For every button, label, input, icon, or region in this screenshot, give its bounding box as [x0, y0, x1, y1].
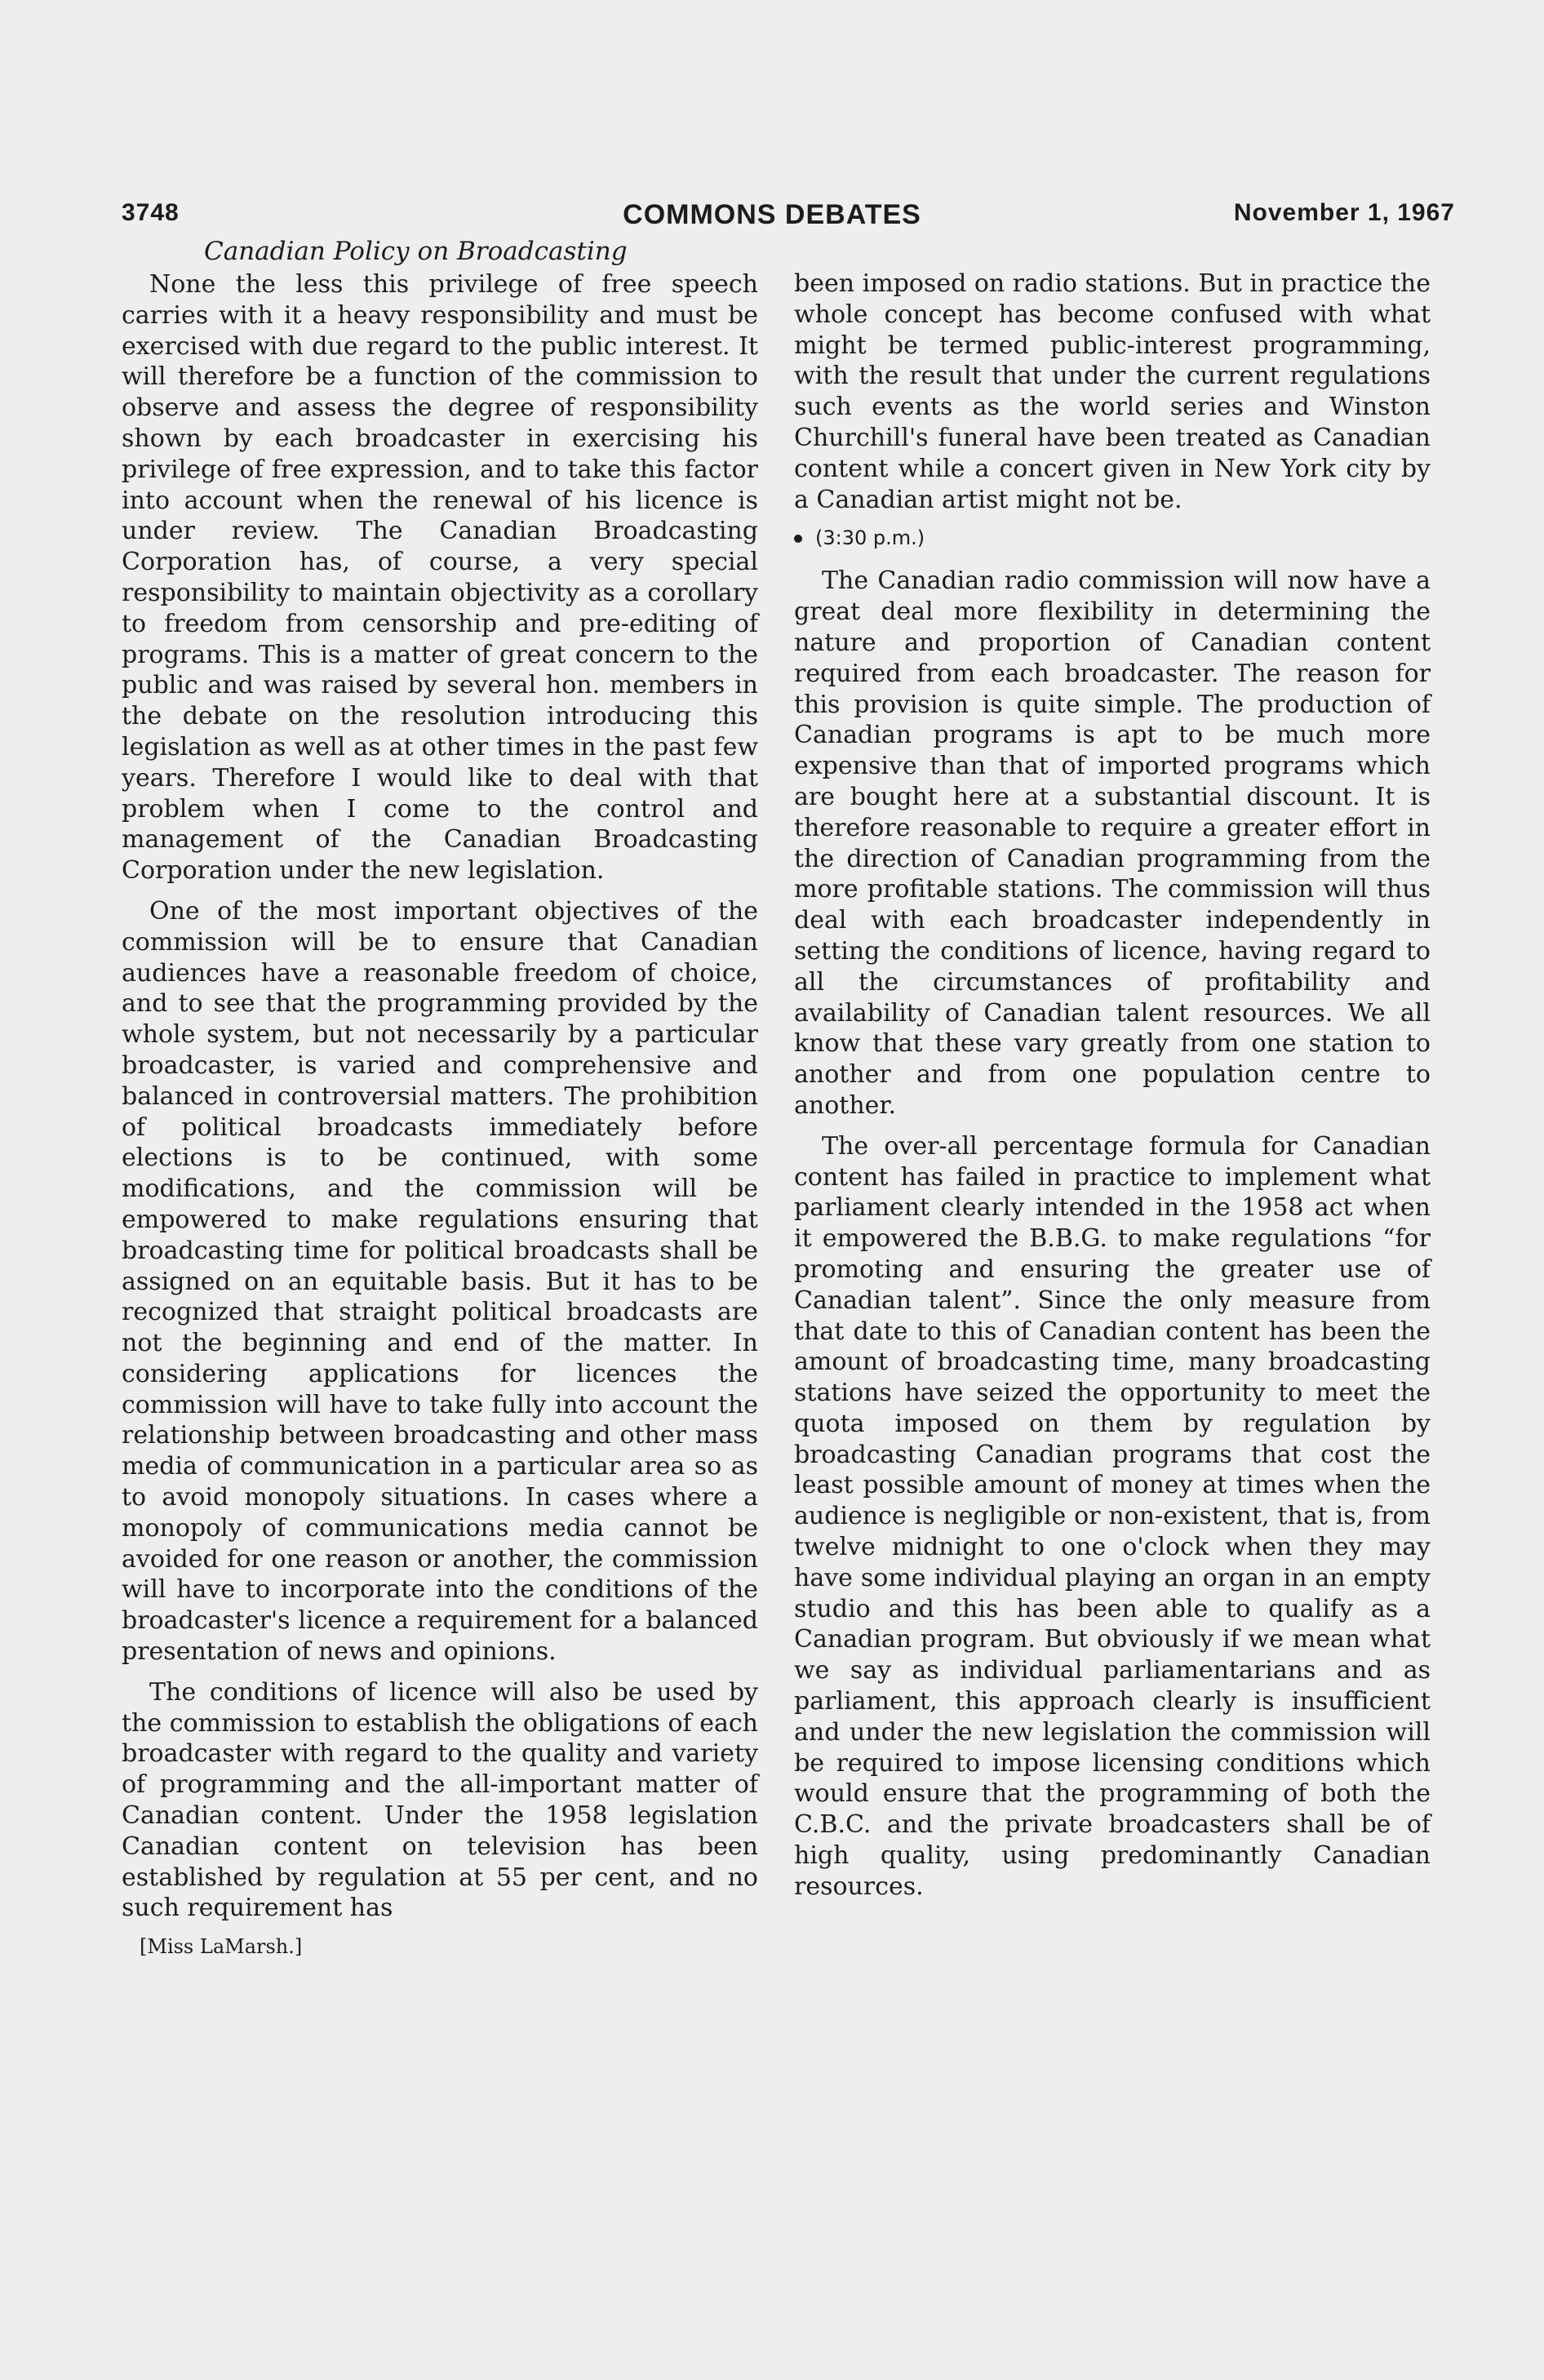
- paragraph-continued: been imposed on radio stations. But in practice the whole concept has become confused with what might be termed public-interest programming, with the result that under the current regulations such events as the world series and Winston Churchill's funeral have been treated as Canadian content while a concert given in New York city by a Canadian artist might not be.: [794, 269, 1431, 514]
- left-column: [122, 237, 758, 1960]
- bullet-icon: [794, 535, 802, 543]
- paragraph: The over-all percentage formula for Canadian content has failed in practice to implement what parliament clearly intended in the 1958 act when it empowered the B.B.G. to make regulations “for promoting and ensuring the greater use of Canadian talent”. Since the only measure from that date to this of Canadian content has been the amount of broadcasting time, many broadcasting stations have seized the opportunity to meet the quota imposed on them by regulation by broadcasting Canadian programs that cost the least possible amount of money at times when the audience is negligible or non-existent, that is, from twelve midnight to one o'clock when they may have some individual playing an organ in an empty studio and this has been able to qualify as a Canadian program. But obviously if we mean what we say as individual parliamentarians and as parliament, this approach clearly is insufficient and under the new legislation the commission will be required to impose licensing conditions which would ensure that the programming of both the C.B.C. and the private broadcasters shall be of high quality, using predominantly Canadian resources.: [794, 1131, 1431, 1901]
- time-marker: [794, 525, 1431, 551]
- time-marker-text: (3:30 p.m.): [815, 526, 925, 550]
- page-number: 3748: [122, 199, 180, 226]
- page-date: November 1, 1967: [1233, 199, 1455, 226]
- running-title: COMMONS DEBATES: [623, 199, 921, 230]
- paragraph: None the less this privilege of free speech carries with it a heavy responsibility and must be exercised with due regard to the public interest. It will therefore be a function of the commission to observe and assess the degree of responsibility shown by each broadcaster in exercising his privilege of free expression, and to take this factor into account when the renewal of his licence is under review. The Canadian Broadcasting Corporation has, of course, a very special responsibility to maintain objectivity as a corollary to freedom from censorship and pre-editing of programs. This is a matter of great concern to the public and was raised by several hon. members in the debate on the resolution introducing this legislation as well as at other times in the past few years. Therefore I would like to deal with that problem when I come to the control and management of the Canadian Broadcasting Corporation under the new legislation.: [122, 270, 758, 886]
- paragraph: One of the most important objectives of the commission will be to ensure that Canadian audiences have a reasonable freedom of choice, and to see that the programming provided by the whole system, but not necessarily by a particular broadcaster, is varied and comprehensive and balanced in controversial matters. The prohibition of political broadcasts immediately before elections is to be continued, with some modifications, and the commission will be empowered to make regulations ensuring that broadcasting time for political broadcasts shall be assigned on an equitable basis. But it has to be recognized that straight political broadcasts are not the beginning and end of the matter. In considering applications for licences the commission will have to take fully into account the relationship between broadcasting and other mass media of communication in a particular area so as to avoid monopoly situations. In cases where a monopoly of communications media cannot be avoided for one reason or another, the commission will have to incorporate into the conditions of the broadcaster's licence a requirement for a balanced presentation of news and opinions.: [122, 896, 758, 1667]
- speaker-tag: [Miss LaMarsh.]: [140, 1935, 303, 1959]
- paragraph: The Canadian radio commission will now have a great deal more flexibility in determining the nature and proportion of Canadian content required from each broadcaster. The reason for this provision is quite simple. The production of Canadian programs is apt to be much more expensive than that of imported programs which are bought here at a substantial discount. It is therefore reasonable to require a greater effort in the direction of Canadian programming from the more profitable stations. The commission will thus deal with each broadcaster independently in setting the conditions of licence, having regard to all the circumstances of profitability and availability of Canadian talent resources. We all know that these vary greatly from one station to another and from one population centre to another.: [794, 566, 1431, 1120]
- right-column: [794, 269, 1431, 1912]
- paragraph: The conditions of licence will also be used by the commission to establish the obligations of each broadcaster with regard to the quality and variety of programming and the all-important matter of Canadian content. Under the 1958 legislation Canadian content on television has been established by regulation at 55 per cent, and no such requirement has: [122, 1677, 758, 1923]
- section-heading: Canadian Policy on Broadcasting: [204, 237, 628, 266]
